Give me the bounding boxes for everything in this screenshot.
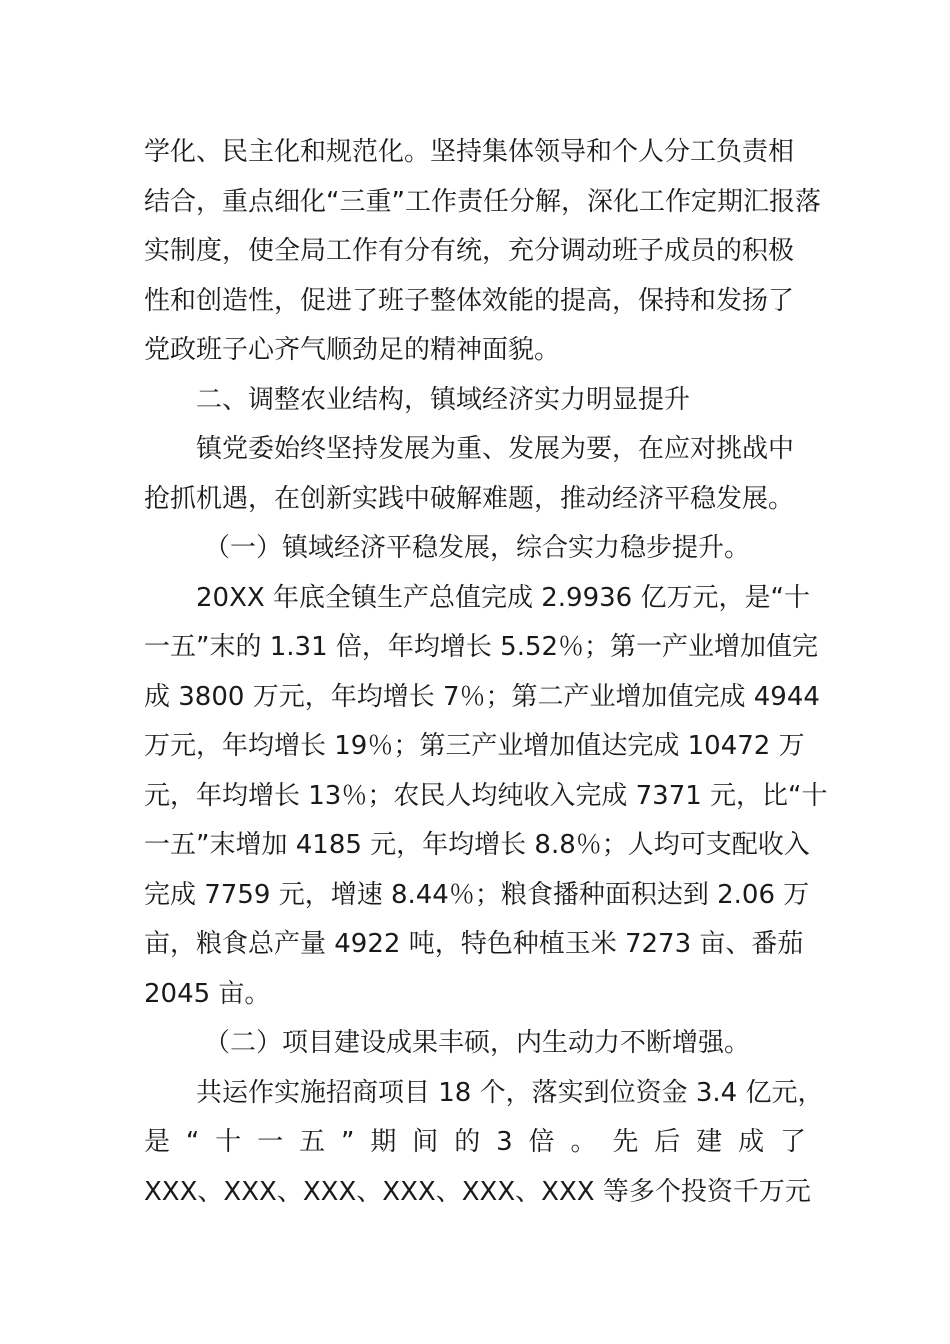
spaced-char: 。 bbox=[570, 1127, 597, 1157]
spaced-char: “ bbox=[185, 1127, 200, 1157]
text-line: 共运作实施招商项目 18 个，落实到位资金 3.4 亿元， bbox=[196, 1077, 824, 1108]
spaced-char: 是 bbox=[144, 1127, 171, 1157]
spaced-char: 间 bbox=[412, 1127, 439, 1157]
text-line: 元，年均增长 13％；农民人均纯收入完成 7371 元，比“十 bbox=[144, 780, 828, 811]
spaced-char: 十 bbox=[215, 1127, 242, 1157]
subsection-heading: （二）项目建设成果丰硕，内生动力不断增强。 bbox=[204, 1028, 751, 1058]
spaced-char: 一 bbox=[257, 1127, 284, 1157]
spaced-char: 后 bbox=[654, 1127, 681, 1157]
text-line: 党政班子心齐气顺劲足的精神面貌。 bbox=[144, 335, 561, 365]
spaced-char: 建 bbox=[696, 1127, 723, 1157]
spaced-char: 3 bbox=[496, 1127, 513, 1157]
section-heading: 二、调整农业结构，镇域经济实力明显提升 bbox=[196, 384, 691, 415]
spaced-char: 成 bbox=[738, 1127, 765, 1157]
spaced-char: 的 bbox=[454, 1127, 481, 1157]
text-line: 2045 亩。 bbox=[144, 978, 271, 1009]
spaced-text-line bbox=[144, 1118, 806, 1168]
text-line: 实制度，使全局工作有分有统，充分调动班子成员的积极 bbox=[144, 236, 795, 266]
spaced-char: 了 bbox=[779, 1127, 806, 1157]
spaced-char: 期 bbox=[370, 1127, 397, 1157]
text-line: 完成 7759 元，增速 8.44％；粮食播种面积达到 2.06 万 bbox=[144, 879, 810, 910]
document-page bbox=[144, 128, 828, 1217]
text-line: 性和创造性，促进了班子整体效能的提高，保持和发扬了 bbox=[144, 285, 795, 316]
spaced-char: 五 bbox=[299, 1127, 326, 1157]
spaced-char: 先 bbox=[612, 1127, 639, 1157]
subsection-heading: （一）镇域经济平稳发展，综合实力稳步提升。 bbox=[204, 533, 751, 563]
text-line: 一五”末的 1.31 倍，年均增长 5.52％；第一产业增加值完 bbox=[144, 632, 819, 662]
text-line: 亩，粮食总产量 4922 吨，特色种植玉米 7273 亩、番茄 bbox=[144, 929, 804, 959]
text-line: 万元，年均增长 19％；第三产业增加值达完成 10472 万 bbox=[144, 731, 805, 761]
text-line: 镇党委始终坚持发展为重、发展为要，在应对挑战中 bbox=[196, 434, 795, 464]
text-line: 结合，重点细化“三重”工作责任分解，深化工作定期汇报落 bbox=[144, 186, 821, 217]
spaced-char: 倍 bbox=[528, 1127, 555, 1157]
text-line: 20XX 年底全镇生产总值完成 2.9936 亿万元，是“十 bbox=[196, 582, 810, 613]
text-line: XXX、XXX、XXX、XXX、XXX、XXX 等多个投资千万元 bbox=[144, 1176, 811, 1207]
text-line: 抢抓机遇，在创新实践中破解难题，推动经济平稳发展。 bbox=[144, 483, 795, 514]
spaced-char: ” bbox=[341, 1127, 355, 1157]
text-line: 一五”末增加 4185 元，年均增长 8.8％；人均可支配收入 bbox=[144, 830, 810, 860]
text-line: 学化、民主化和规范化。坚持集体领导和个人分工负责相 bbox=[144, 137, 795, 167]
text-line: 成 3800 万元，年均增长 7％；第二产业增加值完成 4944 bbox=[144, 681, 820, 712]
